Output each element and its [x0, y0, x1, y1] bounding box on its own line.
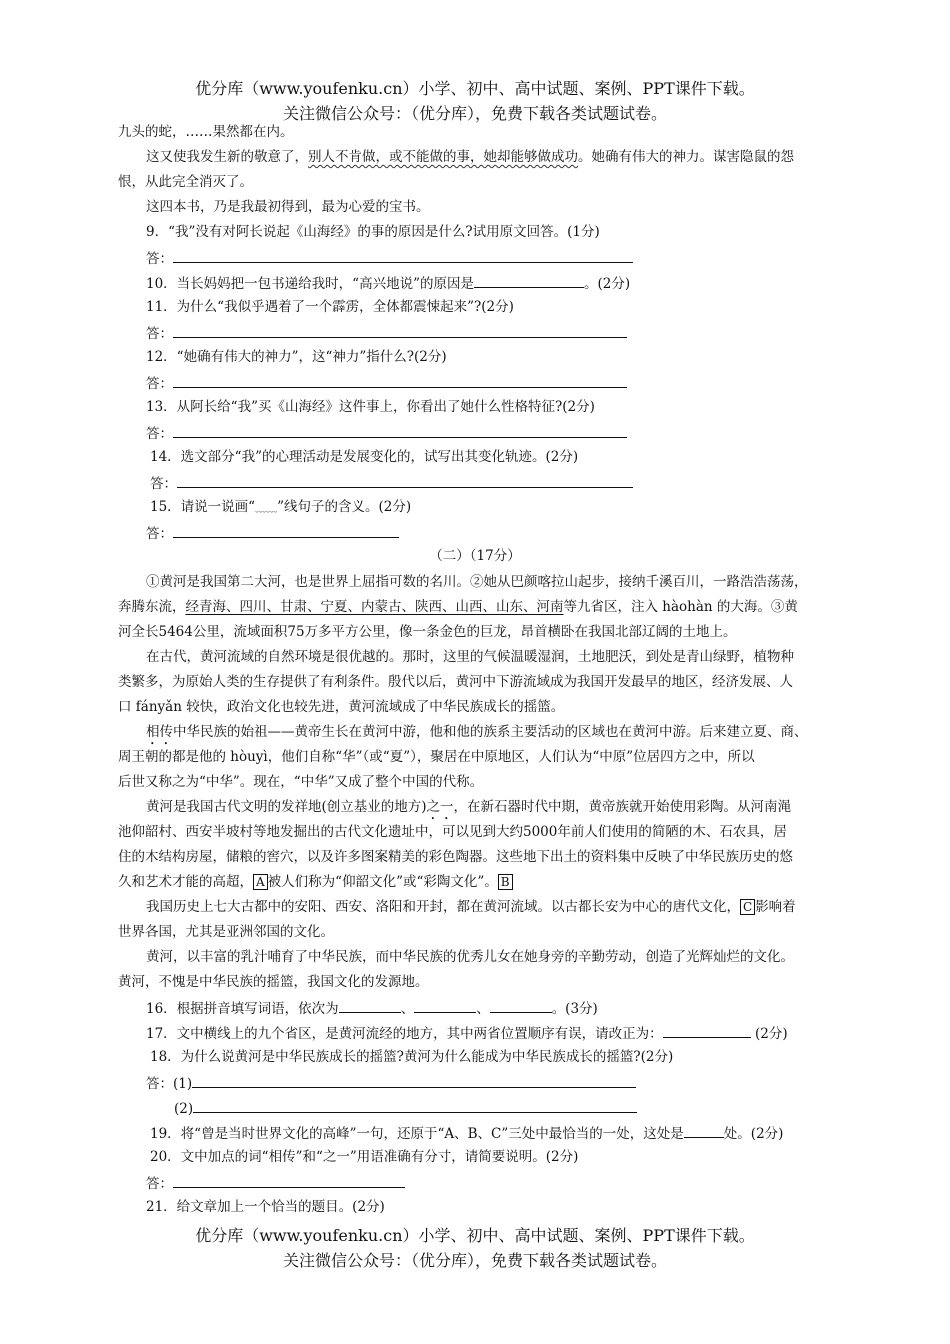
answer-blank[interactable] [173, 323, 627, 338]
question-15: 15．请说一说画“﹏﹏”线句子的含义。(2分) [150, 499, 412, 515]
answer-line: 答： [146, 323, 627, 343]
marker-c: C [740, 899, 755, 915]
question-9: 9．“我”没有对阿长说起《山海经》的事的原因是什么?试用原文回答。(1分) [146, 224, 600, 240]
answer-line: 答： [146, 248, 633, 268]
question-12: 12．“她确有伟大的神力”，这“神力”指什么?(2分) [146, 349, 447, 365]
answer-line: 答： [146, 373, 627, 393]
passage-line: 黄河是我国古代文明的发祥地(创立基业的地方)之一，在新石器时代中期，黄帝族就开始使用彩陶。从河南渑 [146, 799, 792, 815]
passage-line: 这又使我发生新的敬意了，别人不肯做，或不能做的事，她却能够做成功。她确有伟大的神力。谋害隐鼠的怨 [146, 149, 794, 165]
passage-line: 恨，从此完全消灭了。 [118, 174, 253, 190]
answer-blank[interactable] [684, 1123, 724, 1138]
passage-line: 后世又称之为“中华”。现在，“中华”又成了整个中国的代称。 [118, 774, 484, 790]
passage-line: 池仰韶村、西安半坡村等地发掘出的古代文化遗址中，可以见到大约5000年前人们使用的简陋的木、石农具，居 [118, 824, 787, 840]
answer-line: 答： [146, 523, 399, 543]
answer-blank[interactable] [173, 248, 633, 263]
question-18: 18．为什么说黄河是中华民族成长的摇篮?黄河为什么能成为中华民族成长的摇篮?(2分) [150, 1049, 674, 1065]
passage-line: 我国历史上七大古都中的安阳、西安、洛阳和开封，都在黄河流域。以古都长安为中心的唐代文化， C 影响着 [146, 899, 796, 915]
section-title: （二）（17分） [429, 548, 521, 564]
passage-line: 周王朝的都是他的 hòuyì，他们自称“华”（或“夏”），聚居在中原地区，人们认为“中原”位居四方之中，所以 [118, 749, 755, 765]
answer-line: 答： [150, 473, 633, 493]
answer-blank[interactable] [173, 1173, 405, 1188]
passage-line: 九头的蛇，……果然都在内。 [118, 124, 294, 140]
dotted-word-xiangchuan: 相传 [146, 724, 173, 740]
footer-line-1: 优分库（www.youfenku.cn）小学、初中、高中试题、案例、PPT课件下载。 [195, 1226, 755, 1245]
passage-line: 这四本书，乃是我最初得到，最为心爱的宝书。 [146, 199, 430, 215]
marker-b: B [498, 874, 513, 890]
answer-line: 答：(1) [146, 1073, 636, 1093]
question-11: 11．为什么“我似乎遇着了一个霹雳，全体都震悚起来”?(2分) [146, 299, 514, 315]
answer-blank[interactable] [490, 998, 552, 1013]
answer-blank[interactable] [414, 998, 476, 1013]
question-14: 14．选文部分“我”的心理活动是发展变化的，试写出其变化轨迹。(2分) [150, 449, 579, 465]
question-16: 16．根据拼音填写词语，依次为 、 、 。(3分) [146, 998, 598, 1018]
answer-blank[interactable] [173, 373, 627, 388]
passage-line: 久和艺术才能的高超， A 被人们称为“仰韶文化”或“彩陶文化”。 B [118, 873, 513, 891]
question-20: 20．文中加点的词“相传”和“之一”用语准确有分寸，请简要说明。(2分) [150, 1149, 579, 1165]
passage-line: ①黄河是我国第二大河，也是世界上屈指可数的名川。②她从巴颜喀拉山起步，接纳千溪百川，一路浩浩荡荡， [146, 574, 808, 590]
passage-line: 类繁多，为原始人类的生存提供了有利条件。殷代以后，黄河中下游流域成为我国开发最早的地区，经济发展、人 [118, 674, 793, 690]
passage-line: 在古代，黄河流域的自然环境是很优越的。那时，这里的气候温暖湿润，土地肥沃，到处是青山绿野，植物种 [146, 649, 794, 665]
question-10: 10．当长妈妈把一包书递给我时，“高兴地说”的原因是 。(2分) [146, 273, 630, 293]
passage-line: 奔腾东流，经青海、四川、甘肃、宁夏、内蒙古、陕西、山西、山东、河南等九省区，注入 hàohàn 的大海。③黄 [118, 599, 798, 615]
answer-blank[interactable] [663, 1023, 751, 1038]
header-line-1: 优分库（www.youfenku.cn）小学、初中、高中试题、案例、PPT课件下载。 [195, 79, 755, 98]
passage-line: 黄河，以丰富的乳汁哺育了中华民族，而中华民族的优秀儿女在她身旁的辛勤劳动，创造了光辉灿烂的文化。 [146, 949, 794, 965]
answer-blank[interactable] [192, 1073, 636, 1088]
marker-a: A [253, 874, 268, 890]
passage-line: 住的木结构房屋，储粮的窖穴，以及许多图案精美的彩色陶器。这些地下出土的资料集中反映了中华民族历史的悠 [118, 849, 793, 865]
answer-line: 答： [146, 423, 627, 443]
passage-line: 口 fányǎn 较快，政治文化也较先进，黄河流域成了中华民族成长的摇篮。 [118, 699, 565, 715]
passage-line: 相传中华民族的始祖——黄帝生长在黄河中游，他和他的族系主要活动的区域也在黄河中游。后来建立夏、商、 [146, 724, 808, 740]
question-21: 21．给文章加上一个恰当的题目。(2分) [146, 1199, 385, 1215]
dotted-word-zhiyi: 之一 [426, 799, 454, 815]
answer-blank[interactable] [177, 473, 633, 488]
footer-line-2: 关注微信公众号：（优分库），免费下载各类试题试卷。 [282, 1251, 667, 1270]
answer-blank[interactable] [193, 1098, 637, 1113]
passage-line: 世界各国，尤其是亚洲邻国的文化。 [118, 924, 334, 940]
question-13: 13．从阿长给“我”买《山海经》这件事上，你看出了她什么性格特征?(2分) [146, 399, 595, 415]
question-19: 19．将“曾是当时世界文化的高峰”一句，还原于“A、B、C”三处中最恰当的一处，这处是 处。(2分) [150, 1123, 783, 1143]
wavy-underlined-sentence: 别人不肯做，或不能做的事，她却能够做成功 [308, 149, 578, 165]
provinces-underlined: 经青海、四川、甘肃、宁夏、内蒙古、陕西、山西、山东、河南 [185, 599, 564, 615]
answer-blank[interactable] [173, 423, 627, 438]
answer-blank[interactable] [474, 273, 584, 288]
passage-line: 河全长5464公里，流域面积75万多平方公里，像一条金色的巨龙，昂首横卧在我国北部辽阔的土地上。 [118, 624, 737, 640]
passage-line: 黄河，不愧是中华民族的摇篮，我国文化的发源地。 [118, 974, 429, 990]
answer-blank[interactable] [173, 523, 399, 538]
wavy-line-mark: ﹏﹏ [255, 501, 278, 514]
answer-line: (2) [174, 1098, 637, 1118]
question-17: 17．文中横线上的九个省区，是黄河流经的地方，其中两省位置顺序有误，请改正为： (2分) [146, 1023, 788, 1043]
answer-blank[interactable] [339, 998, 401, 1013]
answer-line: 答： [146, 1173, 405, 1193]
header-line-2: 关注微信公众号：（优分库），免费下载各类试题试卷。 [282, 104, 667, 123]
